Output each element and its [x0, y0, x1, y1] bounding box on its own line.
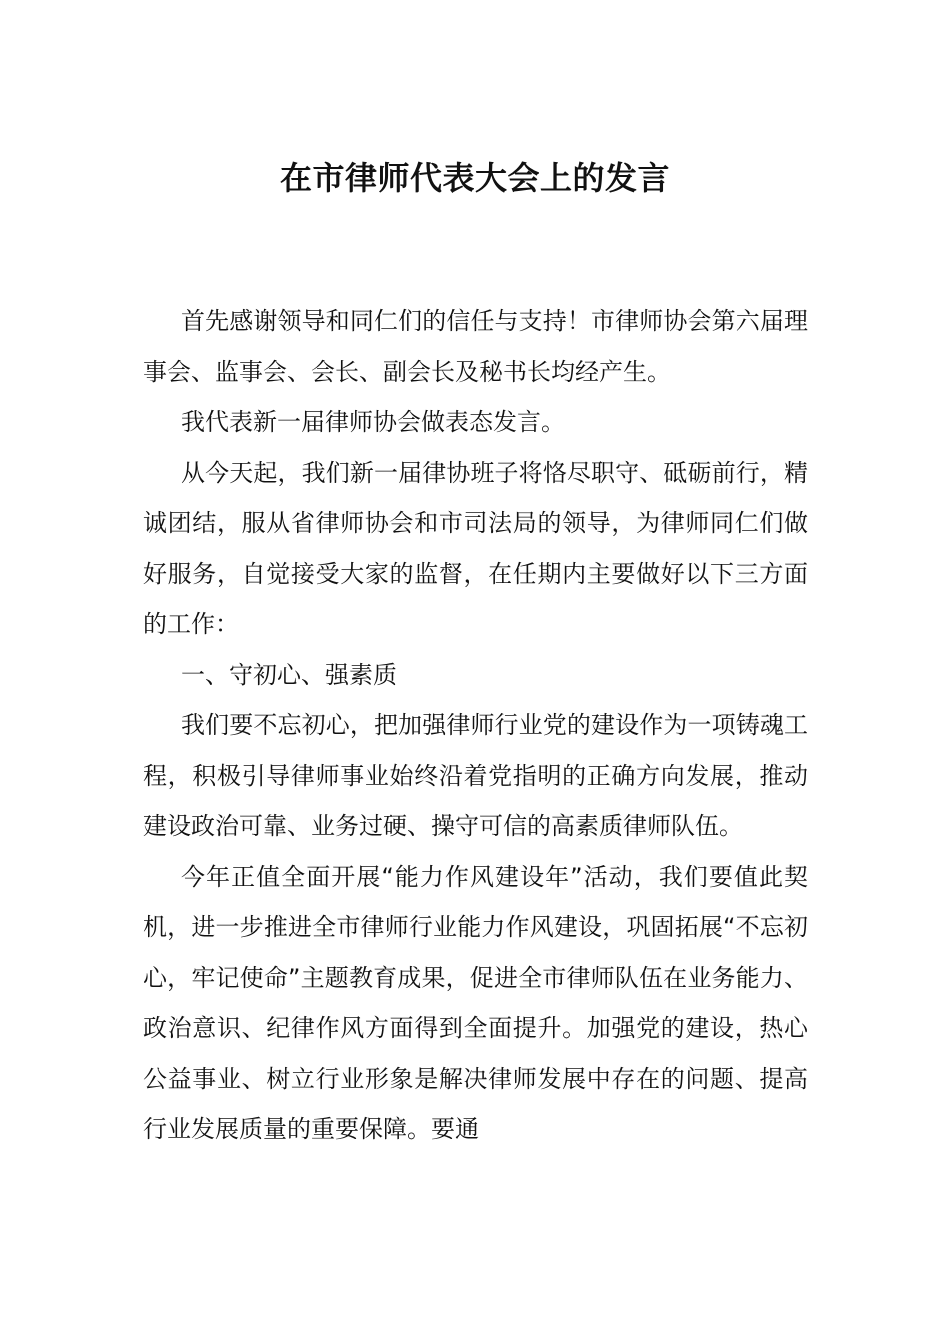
document-body — [143, 296, 808, 1155]
paragraph-party-building: 我们要不忘初心，把加强律师行业党的建设作为一项铸魂工程，积极引导律师事业始终沿着党指明的正确方向发展，推动建设政治可靠、业务过硬、操守可信的高素质律师队伍。 — [143, 711, 808, 840]
document-title: 在市律师代表大会上的发言 — [279, 159, 670, 197]
paragraph-commitment: 从今天起，我们新一届律协班子将恪尽职守、砥砺前行，精诚团结，服从省律师协会和市司法局的领导，为律师同仁们做好服务，自觉接受大家的监督，在任期内主要做好以下三方面的工作： — [143, 458, 808, 638]
paragraph-opening: 首先感谢领导和同仁们的信任与支持！市律师协会第六届理事会、监事会、会长、副会长及秘书长均经产生。 — [143, 307, 808, 386]
paragraph-statement: 我代表新一届律师协会做表态发言。 — [181, 408, 565, 436]
paragraph-capability-year: 今年正值全面开展“能力作风建设年”活动，我们要值此契机，进一步推进全市律师行业能力作风建设，巩固拓展“不忘初心，牢记使命”主题教育成果，促进全市律师队伍在业务能力、政治意识、纪律作风方面得到全面提升。加强党的建设，热心公益事业、树立行业形象是解决律师发展中存在的问题、提高行业发展质量的重要保障。要通 — [143, 862, 808, 1143]
section-heading-one: 一、守初心、强素质 — [181, 660, 397, 689]
